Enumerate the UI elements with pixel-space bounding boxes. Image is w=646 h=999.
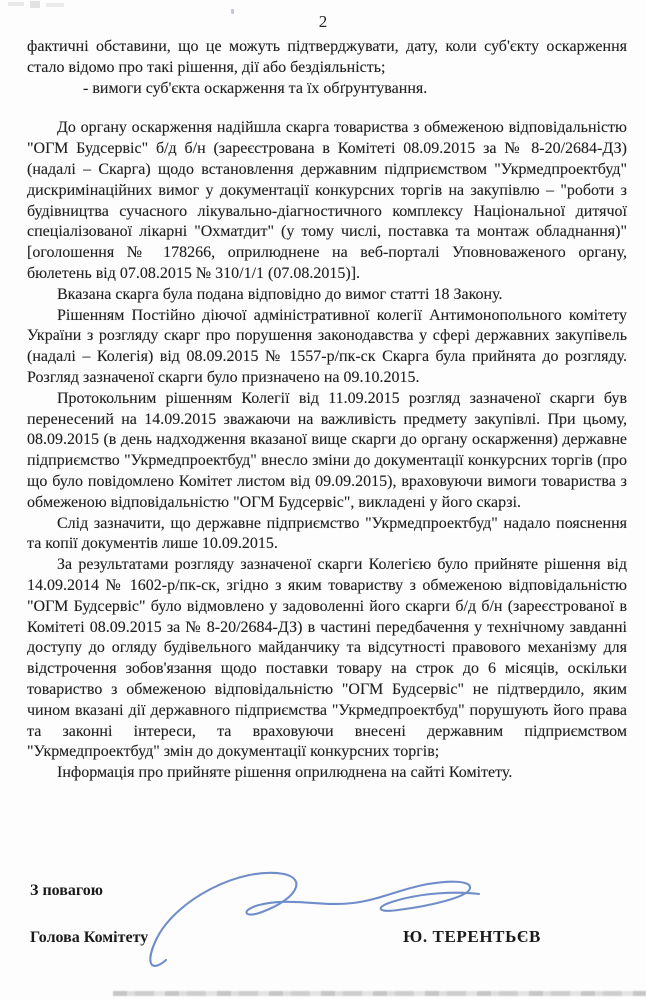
salutation: З повагою bbox=[30, 882, 103, 899]
closing-block bbox=[30, 882, 616, 947]
page-number: 2 bbox=[318, 12, 328, 31]
document-body bbox=[27, 37, 627, 784]
paragraph-list-item: - вимоги суб'єкта оскарження та їх обґрунтування. bbox=[83, 79, 428, 97]
paragraph: Вказана скарга була подана відповідно до вимог статті 18 Закону. bbox=[57, 285, 503, 303]
paragraph: Інформація про прийняте рішення оприлюднена на сайті Комітету. bbox=[57, 764, 513, 782]
signature-row bbox=[30, 927, 616, 947]
paragraph: Рішенням Постійно діючої адміністративної колегії Антимонопольного комітету України з розгляду скарг про порушення законодавства у сфері державних закупівель (надалі – Колегія) від 08.09.2015 № 1557-р/пк-ск Скарга була прийнята до розгляду. Розгляд зазначеної скарги було призначено на 09.10.2015. bbox=[27, 306, 627, 386]
paragraph: Протокольним рішенням Колегії від 11.09.2015 розгляд зазначеної скарги був перенесений на 14.09.2015 зважаючи на важливість предмету закупівлі. При цьому, 08.09.2015 (в день надходження вказаної вище скарги до органу оскарження) державне підприємство "Укрмедпроектбуд" внесло зміни до документації конкурсних торгів (про що було повідомлено Комітет листом від 09.09.2015), враховуючи вимоги товариства з обмеженою відповідальністю "ОГМ Будсервіс", викладені у його скарзі. bbox=[27, 389, 627, 511]
signer-title: Голова Комітету bbox=[30, 929, 149, 946]
paragraph-continuation: фактичні обставини, що це можуть підтверджувати, дату, коли суб'єкту оскарження стало відомо про такі рішення, дії або бездіяльність; bbox=[27, 38, 627, 76]
paragraph: До органу оскарження надійшла скарга товариства з обмеженою відповідальністю "ОГМ Будсервіс" б/д б/н (зареєстрована в Комітеті 08.09.2015 за № 8-20/2684-ДЗ) (надалі – Скарга) щодо встановлення державним підприємством "Укрмедпроектбуд" дискримінаційних вимог у документації конкурсних торгів на закупівлю – "роботи з будівництва сучасного лікувально-діагностичного комплексу Національної дитячої спеціалізованої лікарні "Охматдит" (у тому числі, поставка та монтаж обладнання)" [оголошення № 178266, оприлюднене на веб-порталі Уповноваженого органу, бюлетень від 07.08.2015 № 310/1/1 (07.08.2015)]. bbox=[27, 119, 627, 282]
scan-artifact-bottom-bar bbox=[113, 991, 646, 996]
paragraph: За результатами розгляду зазначеної скарги Колегією було прийняте рішення від 14.09.2014 № 1602-р/пк-ск, згідно з яким товариству з обмеженою відповідальністю "ОГМ Будсервіс" було відмовлено у задоволенні його скарги б/д б/н (зареєстрованої в Комітеті 08.09.2015 за № 8-20/2684-ДЗ) в частині передбачення у технічному завданні доступу до огляду будівельного майданчику та відсутності правового механізму для відстрочення зобов'язання щодо поставки товару на строк до 6 місяців, оскільки товариство з обмеженою відповідальністю "ОГМ Будсервіс" не підтвердило, яким чином вказані дії державного підприємства "Укрмедпроектбуд" порушують його права та законні інтереси, та враховуючи внесені державним підприємством "Укрмедпроектбуд" змін до документації конкурсних торгів; bbox=[27, 556, 627, 761]
paragraph: Слід зазначити, що державне підприємство "Укрмедпроектбуд" надало пояснення та копії документів лише 10.09.2015. bbox=[27, 514, 627, 553]
signer-name: Ю. ТЕРЕНТЬЄВ bbox=[403, 927, 541, 946]
